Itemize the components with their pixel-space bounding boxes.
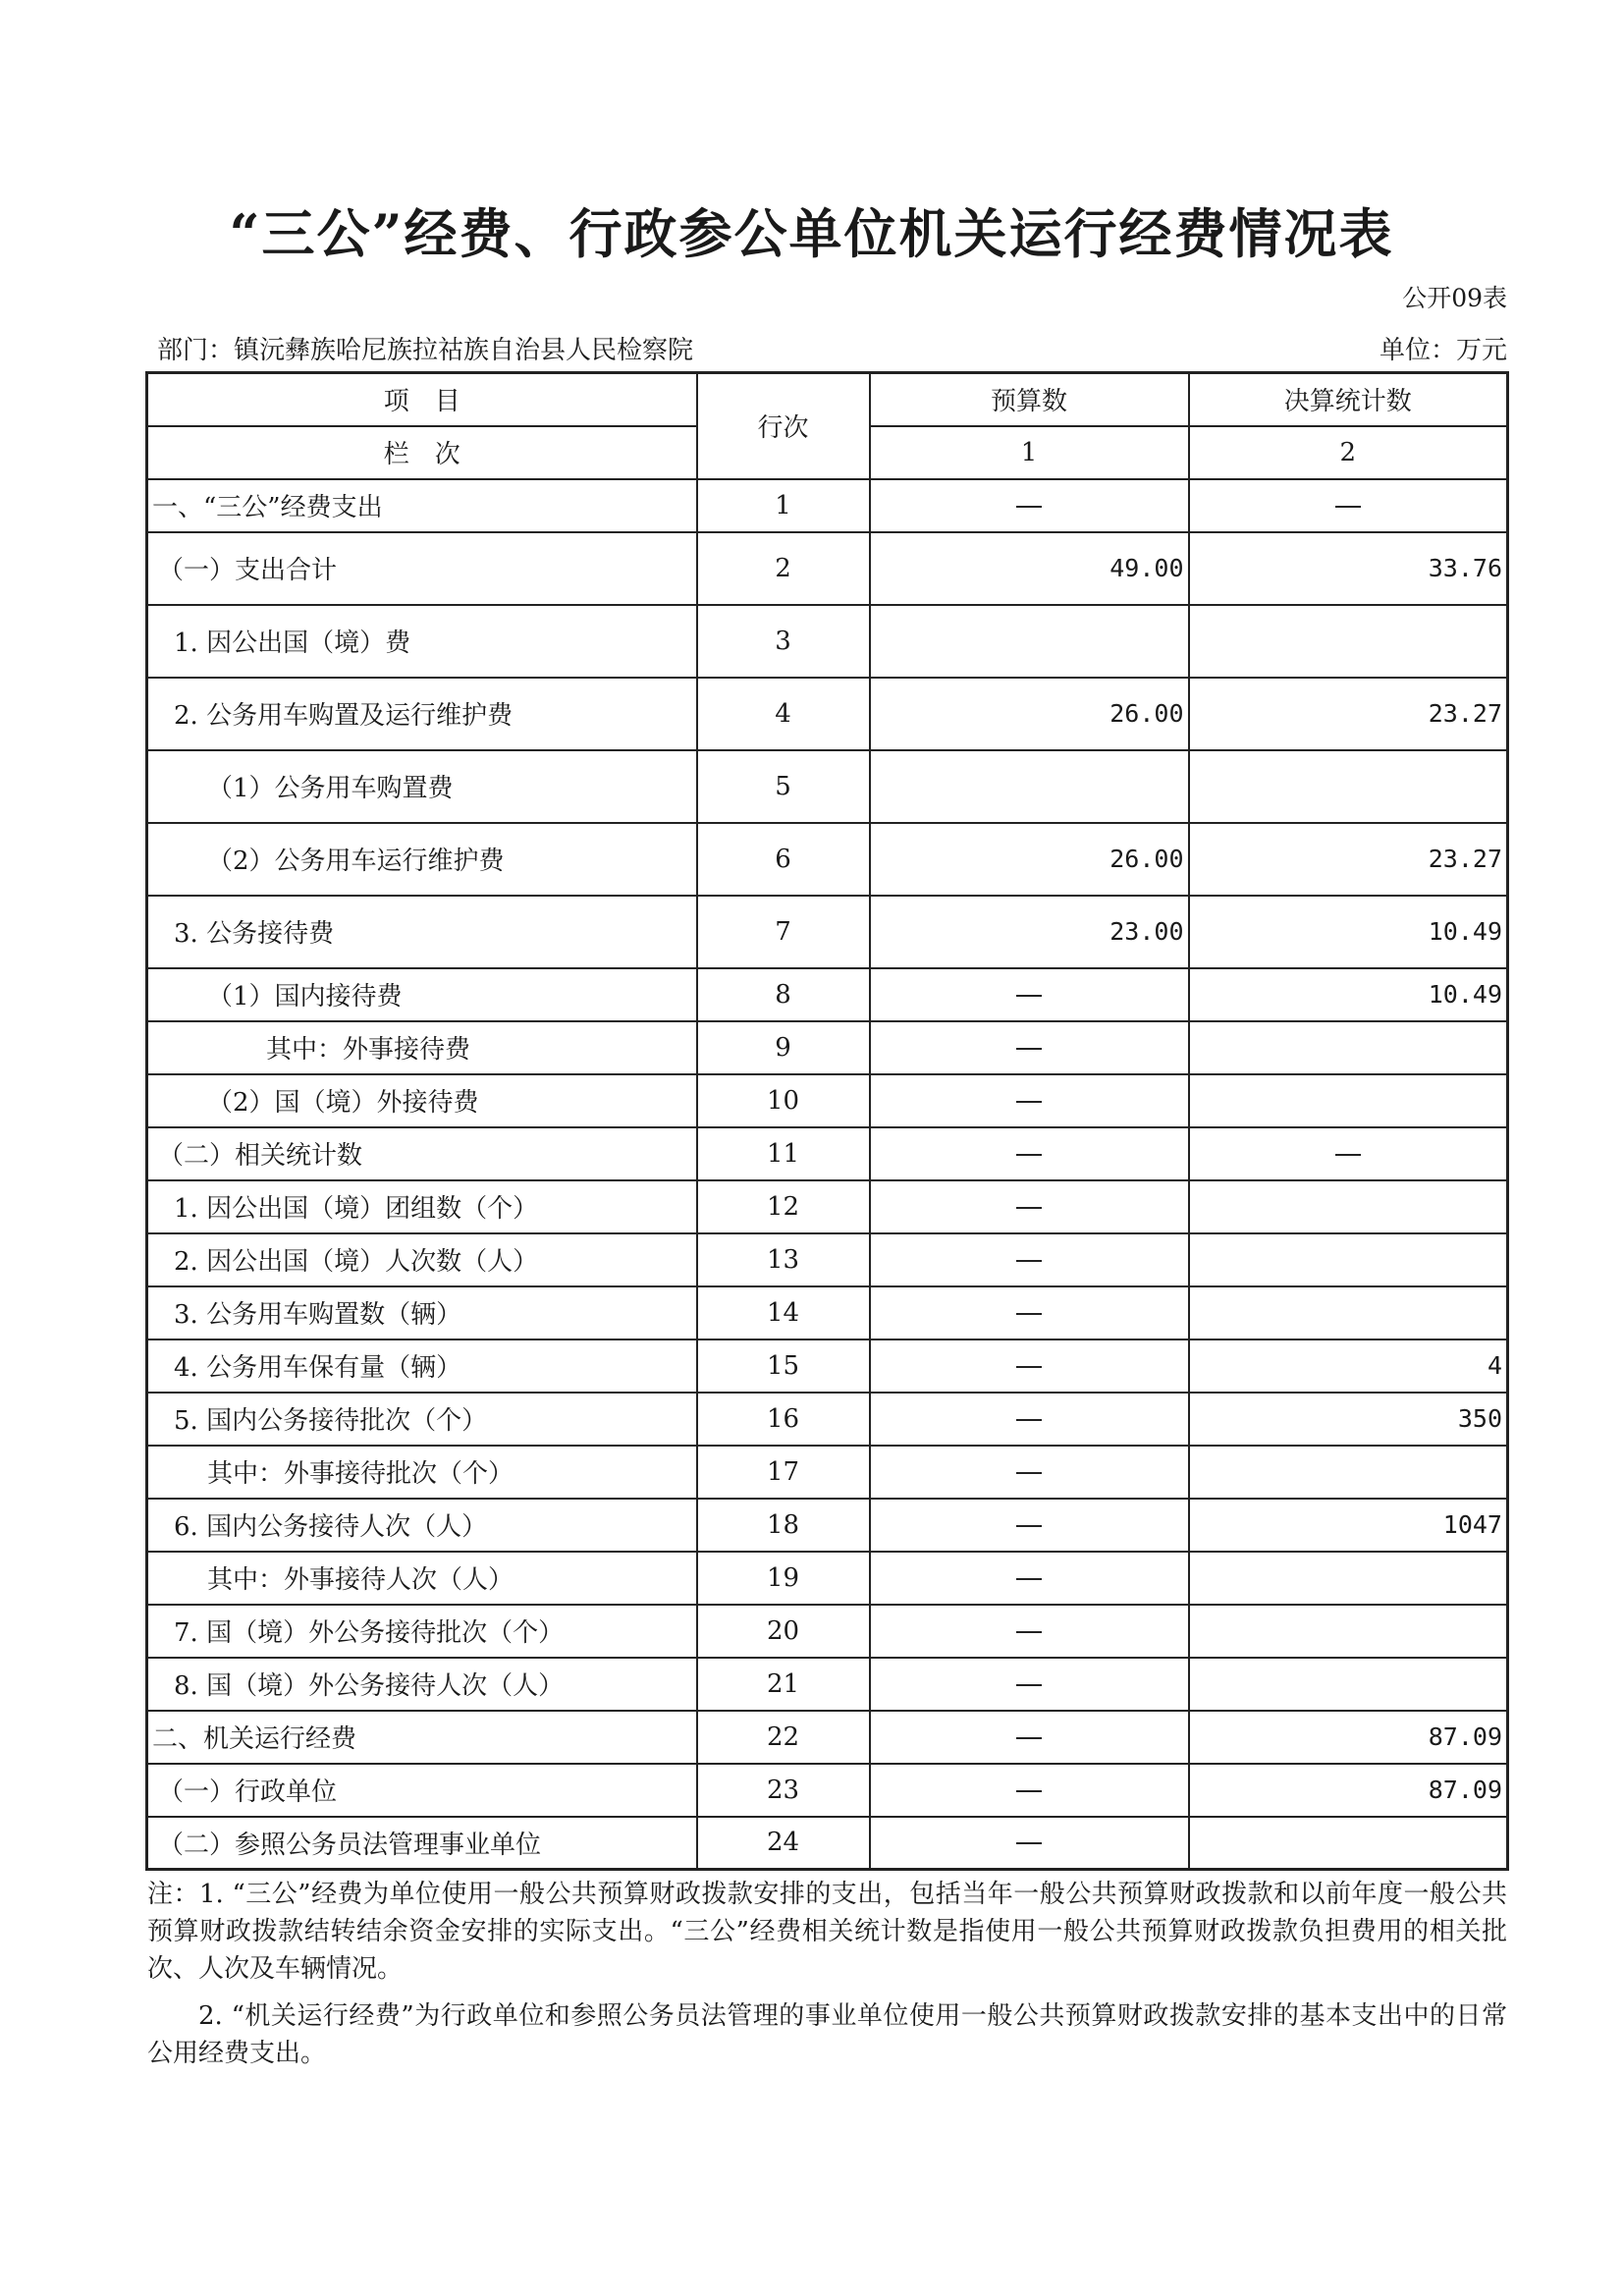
table-row: [147, 1817, 1508, 1870]
table-row: [147, 1552, 1508, 1605]
dash-mark: [1016, 1154, 1042, 1156]
budget-value: [870, 750, 1189, 823]
table-row: [147, 1499, 1508, 1552]
row-number: 11: [697, 1127, 870, 1180]
table-row: [147, 1339, 1508, 1393]
actual-value: [1189, 1180, 1508, 1233]
row-number: 7: [697, 896, 870, 968]
row-label: （2）公务用车运行维护费: [147, 823, 697, 896]
actual-value: 23.27: [1189, 678, 1508, 750]
row-label: 一、“三公”经费支出: [147, 479, 697, 532]
unit-label: 单位：万元: [1379, 336, 1507, 365]
row-number: 8: [697, 968, 870, 1021]
row-label: 7. 国（境）外公务接待批次（个）: [147, 1605, 697, 1658]
table-row: [147, 1180, 1508, 1233]
actual-value: [1189, 1074, 1508, 1127]
table-row: [147, 1764, 1508, 1817]
header-row-no: 行次: [697, 373, 870, 479]
row-label: 3. 公务用车购置数（辆）: [147, 1286, 697, 1339]
budget-value: [870, 1499, 1189, 1552]
table-row: [147, 1711, 1508, 1764]
budget-value: [870, 1180, 1189, 1233]
budget-value: [870, 1074, 1189, 1127]
form-number: 公开09表: [1402, 284, 1507, 312]
department-label: 部门：镇沅彝族哈尼族拉祜族自治县人民检察院: [157, 336, 694, 365]
row-number: 20: [697, 1605, 870, 1658]
row-label: （2）国（境）外接待费: [147, 1074, 697, 1127]
table-row: [147, 678, 1508, 750]
dash-mark: [1016, 1101, 1042, 1103]
row-number: 5: [697, 750, 870, 823]
row-number: 12: [697, 1180, 870, 1233]
actual-value: 87.09: [1189, 1711, 1508, 1764]
actual-value: [1189, 1658, 1508, 1711]
row-label: 其中：外事接待人次（人）: [147, 1552, 697, 1605]
actual-value: [1189, 1233, 1508, 1286]
budget-value: [870, 1658, 1189, 1711]
row-number: 6: [697, 823, 870, 896]
budget-value: [870, 1127, 1189, 1180]
header-actual-col: 2: [1189, 426, 1508, 479]
row-label: 2. 公务用车购置及运行维护费: [147, 678, 697, 750]
dash-mark: [1016, 1842, 1042, 1844]
note-2: 2. “机关运行经费”为行政单位和参照公务员法管理的事业单位使用一般公共预算财政拨款安排的基本支出中的日常公用经费支出。: [147, 2001, 1507, 2068]
row-label: 1. 因公出国（境）团组数（个）: [147, 1180, 697, 1233]
row-number: 18: [697, 1499, 870, 1552]
row-number: 19: [697, 1552, 870, 1605]
row-number: 23: [697, 1764, 870, 1817]
actual-value: [1189, 750, 1508, 823]
dash-mark: [1016, 1525, 1042, 1527]
table-row: [147, 1446, 1508, 1499]
dash-mark: [1335, 506, 1361, 508]
table-row: [147, 479, 1508, 532]
row-label: 其中：外事接待批次（个）: [147, 1446, 697, 1499]
actual-value: 4: [1189, 1339, 1508, 1393]
actual-value: 10.49: [1189, 968, 1508, 1021]
table-row: [147, 605, 1508, 678]
row-label: （二）相关统计数: [147, 1127, 697, 1180]
dash-mark: [1016, 1684, 1042, 1686]
budget-value: 23.00: [870, 896, 1189, 968]
header-budget-col: 1: [870, 426, 1189, 479]
actual-value: 33.76: [1189, 532, 1508, 605]
table-row: [147, 1127, 1508, 1180]
row-number: 1: [697, 479, 870, 532]
row-number: 4: [697, 678, 870, 750]
table-row: [147, 1658, 1508, 1711]
table-row: [147, 1286, 1508, 1339]
header-column-label: 栏 次: [147, 426, 697, 479]
actual-value: [1189, 1552, 1508, 1605]
actual-value: 1047: [1189, 1499, 1508, 1552]
header-actual: 决算统计数: [1189, 373, 1508, 426]
budget-value: [870, 1711, 1189, 1764]
table-row: [147, 1233, 1508, 1286]
row-label: 二、机关运行经费: [147, 1711, 697, 1764]
actual-value: 10.49: [1189, 896, 1508, 968]
budget-value: [870, 1339, 1189, 1393]
notes: [147, 1876, 1507, 2082]
row-number: 17: [697, 1446, 870, 1499]
row-number: 13: [697, 1233, 870, 1286]
actual-value: [1189, 1817, 1508, 1870]
table-row: [147, 750, 1508, 823]
dash-mark: [1016, 1578, 1042, 1580]
row-label: 1. 因公出国（境）费: [147, 605, 697, 678]
budget-value: [870, 968, 1189, 1021]
row-number: 24: [697, 1817, 870, 1870]
row-label: 2. 因公出国（境）人次数（人）: [147, 1233, 697, 1286]
budget-value: [870, 1021, 1189, 1074]
row-number: 9: [697, 1021, 870, 1074]
dash-mark: [1016, 1207, 1042, 1209]
dash-mark: [1016, 1472, 1042, 1474]
row-label: 5. 国内公务接待批次（个）: [147, 1393, 697, 1446]
row-number: 21: [697, 1658, 870, 1711]
row-number: 22: [697, 1711, 870, 1764]
row-label: （1）国内接待费: [147, 968, 697, 1021]
row-number: 3: [697, 605, 870, 678]
table-row: [147, 532, 1508, 605]
budget-value: 49.00: [870, 532, 1189, 605]
table-row: [147, 896, 1508, 968]
page-title: “三公”经费、行政参公单位机关运行经费情况表: [229, 202, 1394, 265]
row-label: 6. 国内公务接待人次（人）: [147, 1499, 697, 1552]
row-number: 10: [697, 1074, 870, 1127]
row-label: 3. 公务接待费: [147, 896, 697, 968]
budget-value: [870, 1605, 1189, 1658]
actual-value: 350: [1189, 1393, 1508, 1446]
budget-value: [870, 1446, 1189, 1499]
dash-mark: [1016, 1260, 1042, 1262]
actual-value: [1189, 1605, 1508, 1658]
budget-value: 26.00: [870, 678, 1189, 750]
dash-mark: [1016, 1048, 1042, 1050]
actual-value: [1189, 1127, 1508, 1180]
actual-value: [1189, 1286, 1508, 1339]
row-number: 15: [697, 1339, 870, 1393]
row-number: 16: [697, 1393, 870, 1446]
row-label: （一）支出合计: [147, 532, 697, 605]
table-row: [147, 1074, 1508, 1127]
actual-value: [1189, 605, 1508, 678]
table-row: [147, 823, 1508, 896]
row-number: 2: [697, 532, 870, 605]
row-label: 其中：外事接待费: [147, 1021, 697, 1074]
actual-value: [1189, 1021, 1508, 1074]
header-item: 项 目: [147, 373, 697, 426]
header-row: [147, 373, 1508, 426]
row-label: 8. 国（境）外公务接待人次（人）: [147, 1658, 697, 1711]
budget-value: 26.00: [870, 823, 1189, 896]
budget-value: [870, 1817, 1189, 1870]
actual-value: [1189, 1446, 1508, 1499]
table-row: [147, 1605, 1508, 1658]
budget-value: [870, 605, 1189, 678]
dash-mark: [1016, 995, 1042, 997]
row-label: （1）公务用车购置费: [147, 750, 697, 823]
note-1: 注：1. “三公”经费为单位使用一般公共预算财政拨款安排的支出，包括当年一般公共预算财政拨款和以前年度一般公共预算财政拨款结转结余资金安排的实际支出。“三公”经费相关统计数是指使用一般公共预算财政拨款负担费用的相关批次、人次及车辆情况。: [147, 1880, 1507, 1984]
dash-mark: [1016, 1366, 1042, 1368]
dash-mark: [1016, 1419, 1042, 1421]
expense-table: [145, 371, 1509, 1871]
budget-value: [870, 1286, 1189, 1339]
dash-mark: [1016, 506, 1042, 508]
budget-value: [870, 1393, 1189, 1446]
dash-mark: [1335, 1154, 1361, 1156]
actual-value: 23.27: [1189, 823, 1508, 896]
dash-mark: [1016, 1313, 1042, 1315]
dash-mark: [1016, 1790, 1042, 1792]
row-label: （一）行政单位: [147, 1764, 697, 1817]
row-label: 4. 公务用车保有量（辆）: [147, 1339, 697, 1393]
budget-value: [870, 1552, 1189, 1605]
dash-mark: [1016, 1737, 1042, 1739]
dash-mark: [1016, 1631, 1042, 1633]
budget-value: [870, 1233, 1189, 1286]
table-row: [147, 1021, 1508, 1074]
table-row: [147, 968, 1508, 1021]
actual-value: [1189, 479, 1508, 532]
table-row: [147, 1393, 1508, 1446]
row-label: （二）参照公务员法管理事业单位: [147, 1817, 697, 1870]
budget-value: [870, 1764, 1189, 1817]
actual-value: 87.09: [1189, 1764, 1508, 1817]
row-number: 14: [697, 1286, 870, 1339]
header-budget: 预算数: [870, 373, 1189, 426]
budget-value: [870, 479, 1189, 532]
